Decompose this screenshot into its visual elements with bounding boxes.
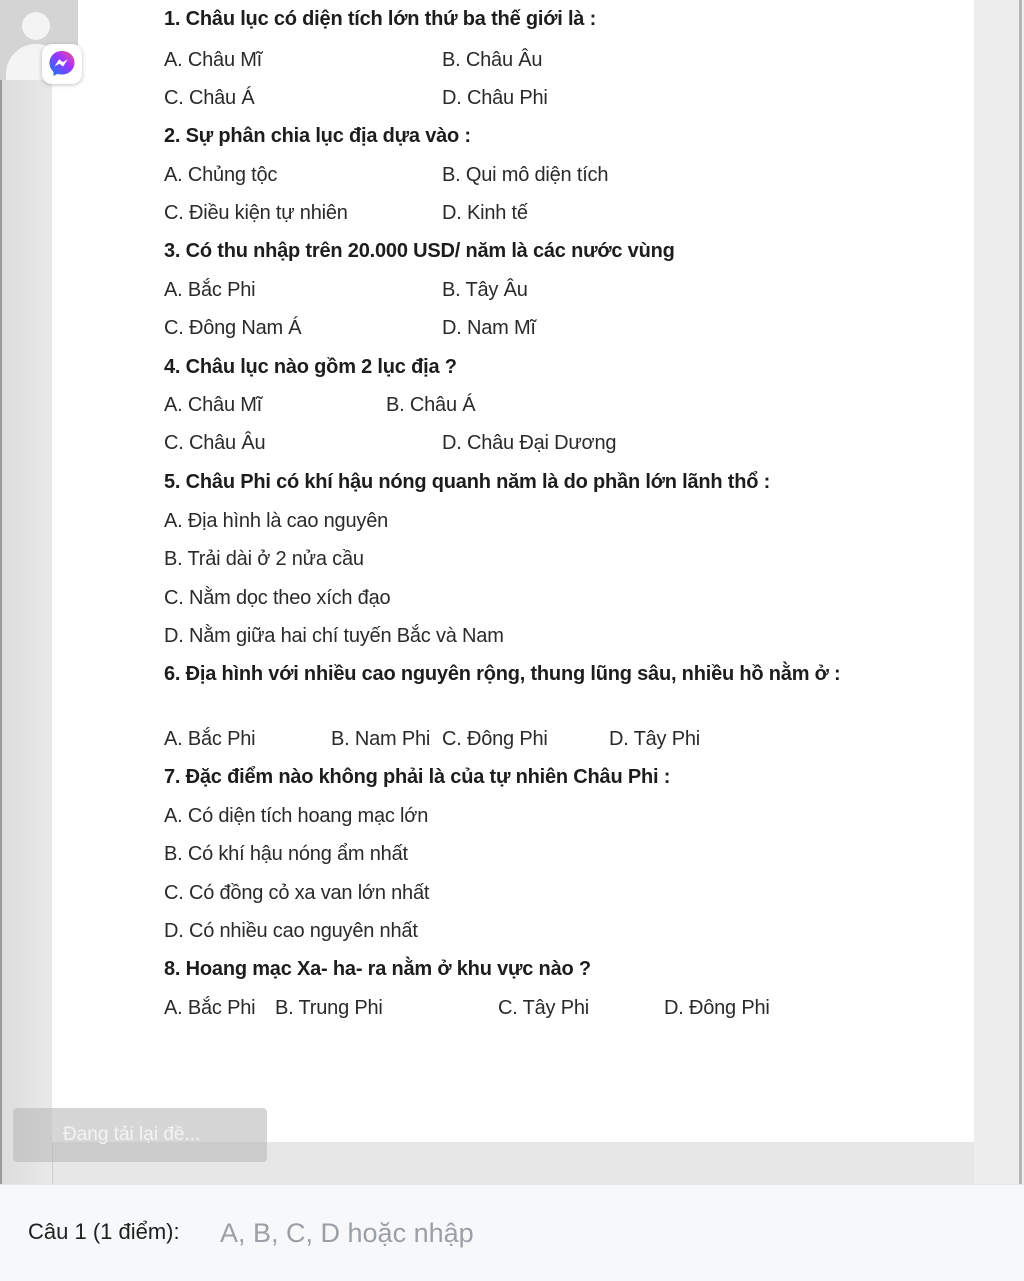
q6-option-a: A. Bắc Phi — [164, 728, 256, 750]
q7-option-a: A. Có diện tích hoang mạc lớn — [164, 805, 429, 827]
answer-label: Câu 1 (1 điểm): — [28, 1219, 180, 1244]
q4-option-a: A. Châu Mĩ — [164, 394, 263, 416]
q7-option-d: D. Có nhiều cao nguyên nhất — [164, 920, 418, 942]
question-2: 2. Sự phân chia lục địa dựa vào : — [164, 125, 471, 147]
question-7: 7. Đặc điểm nào không phải là của tự nhiên Châu Phi : — [164, 766, 671, 788]
q2-option-c: C. Điều kiện tự nhiên — [164, 202, 348, 224]
q8-option-d: D. Đông Phi — [664, 997, 770, 1019]
loading-toast: Đang tải lại đề... — [13, 1108, 267, 1162]
q1-option-a: A. Châu Mĩ — [164, 49, 263, 71]
q3-option-a: A. Bắc Phi — [164, 279, 256, 301]
messenger-button[interactable] — [42, 44, 82, 84]
q3-option-d: D. Nam Mĩ — [442, 317, 536, 339]
messenger-icon — [46, 48, 78, 80]
q7-option-c: C. Có đồng cỏ xa van lớn nhất — [164, 882, 430, 904]
q8-option-a: A. Bắc Phi — [164, 997, 256, 1019]
q1-option-c: C. Châu Á — [164, 87, 255, 109]
q2-option-a: A. Chủng tộc — [164, 164, 278, 186]
q8-option-b: B. Trung Phi — [275, 997, 383, 1019]
question-8: 8. Hoang mạc Xa- ha- ra nằm ở khu vực nào ? — [164, 958, 591, 980]
q2-option-d: D. Kinh tế — [442, 202, 528, 224]
question-3: 3. Có thu nhập trên 20.000 USD/ năm là các nước vùng — [164, 240, 675, 262]
answer-bar — [0, 1184, 1024, 1281]
q1-option-b: B. Châu Âu — [442, 49, 543, 71]
q6-option-d: D. Tây Phi — [609, 728, 700, 750]
avatar-head — [22, 12, 50, 40]
q2-option-b: B. Qui mô diện tích — [442, 164, 609, 186]
question-4: 4. Châu lục nào gồm 2 lục địa ? — [164, 356, 457, 378]
question-5: 5. Châu Phi có khí hậu nóng quanh năm là do phần lớn lãnh thổ : — [164, 471, 771, 493]
q4-option-d: D. Châu Đại Dương — [442, 432, 617, 454]
left-margin — [0, 0, 53, 1184]
q4-option-b: B. Châu Á — [386, 394, 476, 416]
question-6: 6. Địa hình với nhiều cao nguyên rộng, thung lũng sâu, nhiều hồ nằm ở : — [164, 663, 841, 685]
answer-input[interactable] — [210, 1207, 1010, 1259]
q5-option-d: D. Nằm giữa hai chí tuyến Bắc và Nam — [164, 625, 504, 647]
q7-option-b: B. Có khí hậu nóng ẩm nhất — [164, 843, 408, 865]
q5-option-c: C. Nằm dọc theo xích đạo — [164, 587, 391, 609]
question-1: 1. Châu lục có diện tích lớn thứ ba thế giới là : — [164, 8, 597, 30]
q6-option-b: B. Nam Phi — [331, 728, 431, 750]
q4-option-c: C. Châu Âu — [164, 432, 266, 454]
q5-option-b: B. Trải dài ở 2 nửa cầu — [164, 548, 364, 570]
right-margin — [974, 0, 1024, 1184]
q1-option-d: D. Châu Phi — [442, 87, 548, 109]
q5-option-a: A. Địa hình là cao nguyên — [164, 510, 389, 532]
q8-option-c: C. Tây Phi — [498, 997, 589, 1019]
q3-option-b: B. Tây Âu — [442, 279, 528, 301]
q6-option-c: C. Đông Phi — [442, 728, 548, 750]
q3-option-c: C. Đông Nam Á — [164, 317, 302, 339]
